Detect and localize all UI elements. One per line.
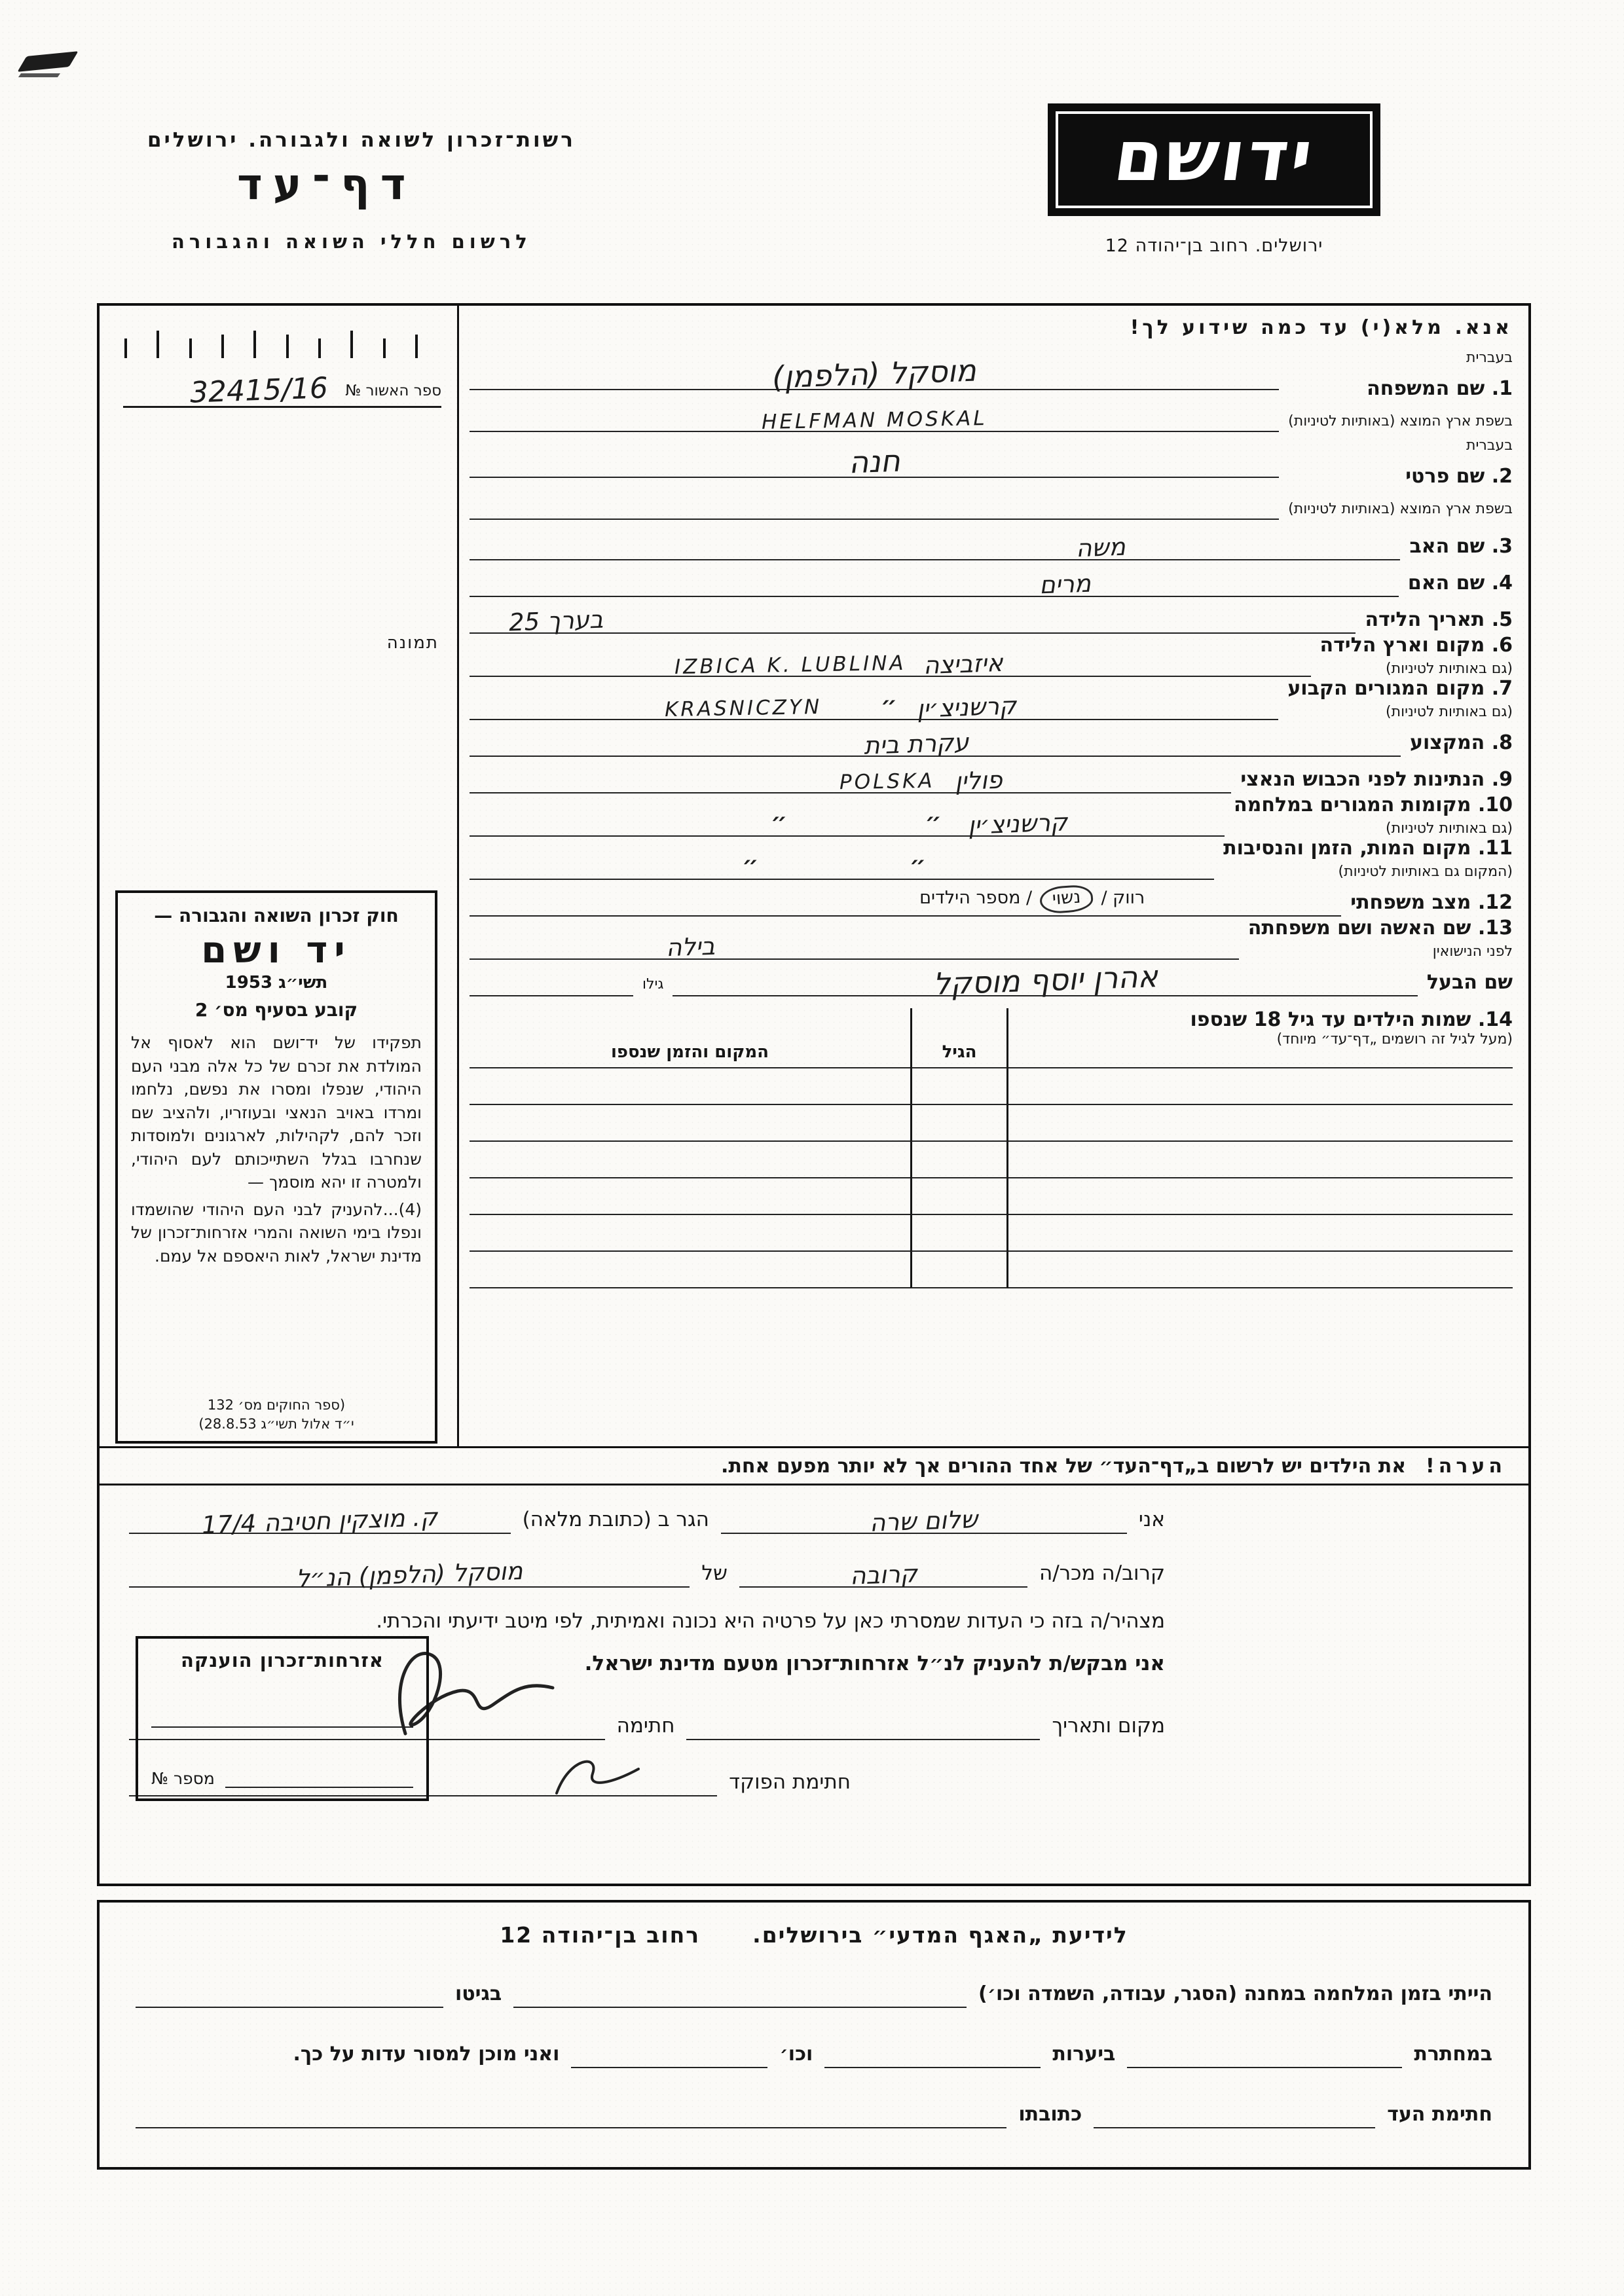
form-subtitle: לרשום חללי השואה והגבורה xyxy=(172,230,532,253)
forests-label: ביערות xyxy=(1052,2043,1116,2066)
ditto-mark: ״ xyxy=(770,809,788,835)
relation-label: קרוב/ה מכר/ה xyxy=(1039,1561,1165,1585)
signature-label: חתימה xyxy=(616,1713,675,1738)
children-place-column-header: המקום והזמן שנספו xyxy=(470,1008,910,1068)
form-columns xyxy=(100,306,1528,1446)
option-married-circled: נשוי xyxy=(1039,884,1094,915)
willing-to-testify-label: ואני מוכן למסור עדות על כך. xyxy=(293,2043,560,2066)
write-line xyxy=(470,597,1356,637)
field-birth-place-labels xyxy=(1320,634,1513,677)
write-line xyxy=(571,2038,767,2068)
memorial-citizenship-box xyxy=(136,1636,429,1801)
field-first-name-label: 2. שם פרטי xyxy=(1405,464,1513,488)
write-line xyxy=(129,1556,690,1594)
write-line xyxy=(1127,2038,1402,2068)
law-title: חוק זכרון השואה והגבורה — xyxy=(154,905,399,926)
field-mother-name-label: 4. שם האם xyxy=(1407,572,1513,594)
field-birth-place-label: 6. מקום וארץ הלידה xyxy=(1320,634,1513,657)
field-place-of-death-label: 11. מקום המות, הזמן והנסיבות xyxy=(1223,837,1513,860)
handwritten-birth-place-latin: IZBICA K. LUBLINA xyxy=(674,651,907,680)
label-before-marriage: לפני הנישואין xyxy=(1432,943,1513,960)
field-father-name-label: 3. שם האב xyxy=(1409,535,1513,558)
write-line xyxy=(136,2098,1006,2128)
handwritten-father-name: משה xyxy=(1075,532,1126,563)
field-wife-maiden-name-label: 13. שם האשה ושם משפחתה xyxy=(1247,917,1513,939)
write-line xyxy=(129,1503,511,1540)
write-line xyxy=(739,1558,1027,1588)
organization-name: רשות־זכרון לשואה ולגבורה. ירושלים xyxy=(147,128,576,152)
scientific-branch-section xyxy=(97,1900,1531,2170)
field-children-labels xyxy=(1008,1008,1513,1068)
option-single: רווק / xyxy=(1101,888,1145,908)
write-line xyxy=(673,958,1417,1002)
handwritten-citizenship-latin: POLSKA xyxy=(839,769,936,795)
write-line xyxy=(470,923,1239,960)
write-line xyxy=(470,720,1401,760)
of-label: של xyxy=(701,1561,728,1585)
registration-tick-marks xyxy=(124,331,418,358)
photo-area-label: תמונה xyxy=(386,633,439,653)
handwritten-witness-name: שלום שרה xyxy=(869,1505,979,1537)
law-footnote-line1: (ספר החוקים מס׳ 132 xyxy=(207,1397,346,1413)
tick-mark xyxy=(253,331,256,358)
tick-mark xyxy=(221,335,224,358)
field-profession-label: 8. המקצוע xyxy=(1410,731,1513,754)
children-table-row xyxy=(470,1178,1513,1215)
fields-column xyxy=(457,306,1528,1446)
memorial-citizenship-number-row xyxy=(151,1766,413,1788)
field-birth-place xyxy=(470,634,1513,680)
tick-mark xyxy=(286,335,289,358)
yad-vashem-logo xyxy=(1048,103,1380,216)
field-family-name-label: 1. שם המשפחה xyxy=(1367,376,1513,400)
law-section: קובע בסעיף מס׳ 2 xyxy=(194,999,358,1021)
witness-relation-row xyxy=(129,1556,1165,1594)
write-line xyxy=(470,560,1399,600)
handwritten-mother-name: מרים xyxy=(1039,569,1092,600)
label-also-latin: (גם באותיות לטיניות) xyxy=(1386,704,1513,720)
form-title: דף־עד xyxy=(237,159,416,210)
field-wife-maiden-name xyxy=(470,917,1513,960)
marital-status-options xyxy=(919,886,1145,913)
witness-address-label: כתובתו xyxy=(1018,2103,1082,2126)
scientific-branch-address: רחוב בן־יהודה 12 xyxy=(500,1922,701,1948)
tick-mark xyxy=(124,338,127,358)
field-wife-maiden-name-labels xyxy=(1248,917,1513,960)
witness-declaration-section xyxy=(100,1485,1528,1796)
field-family-name-labels xyxy=(1288,348,1513,432)
handwritten-family-name-latin: HELFMAN MOSKAL xyxy=(761,406,987,435)
certificate-number-label: ספר האשור № xyxy=(345,382,441,399)
camp-label: הייתי בזמן המלחמה במחנה (הסגר, עבודה, השמדה וכו׳) xyxy=(978,1982,1492,2005)
note-text: את הילדים יש לרשום ב„דף־העד״ של אחד ההורים אך לא יותר מפעם אחת. xyxy=(721,1454,1407,1478)
option-children-count: / מספר הילדים xyxy=(919,888,1033,908)
witness-signature-label: חתימת העד xyxy=(1387,2103,1492,2126)
field-marital-status xyxy=(470,880,1513,917)
law-body-text: תפקידו של יד־ושם הוא לאסוף אל המולדת את זכרם של כל אלה מבני העם היהודי, שנפלו ומסרו את נפשם, נלחמו ומרדו באויב הנאצי ובעוזריו, ולהציב שם וזכר להם, לקהילות, לארגונים ולמוסדות שנחרבו בגלל השתייכותם לעם היהודי, ולמטרה זו יהא מוסמך — xyxy=(131,1033,422,1192)
field-permanent-residence xyxy=(470,677,1513,723)
law-footnote xyxy=(131,1396,422,1433)
field-place-of-death xyxy=(470,837,1513,880)
children-age-column-header: הגיל xyxy=(910,1008,1008,1068)
handwritten-first-name: חנה xyxy=(847,443,901,481)
citizenship-request-statement: אני מבקש/ת להעניק לנ״ל אזרחות־זכרון מטעם מדינת ישראל. xyxy=(584,1652,1165,1676)
address-label: הגר ב (כתובת מלאה) xyxy=(522,1508,709,1531)
ditto-mark: ״ xyxy=(925,809,942,835)
field-first-name-labels xyxy=(1288,436,1513,520)
tick-mark xyxy=(350,331,353,358)
write-line xyxy=(470,880,1341,917)
write-line xyxy=(470,348,1279,395)
scientific-branch-title xyxy=(136,1922,1492,1948)
ghetto-label: בגיטו xyxy=(455,1982,502,2005)
field-first-name xyxy=(470,436,1513,520)
certificate-number-row xyxy=(123,371,441,408)
field-children-label: 14. שמות הילדים עד גיל 18 שנספו xyxy=(1190,1008,1513,1031)
label-in-hebrew: בעברית xyxy=(1466,350,1513,366)
children-table-row xyxy=(470,1068,1513,1105)
children-note-band xyxy=(100,1446,1528,1485)
handwritten-wife-name: בילה xyxy=(665,932,716,962)
main-form-box xyxy=(97,303,1531,1886)
write-line xyxy=(470,478,1279,520)
children-table-row xyxy=(470,1252,1513,1288)
official-signature-label: חתימת הפוקד xyxy=(729,1770,851,1794)
ditto-mark: ״ xyxy=(909,852,927,879)
field-birth-date-label: 5. תאריך הלידה xyxy=(1365,608,1513,631)
field-permanent-residence-labels xyxy=(1287,677,1513,720)
declaration-statement: מצהיר/ה בזה כי העדות שמסרתי כאן על פרטיה היא נכונה ואמיתית, לפי מיטב ידיעתי והכרתי. xyxy=(376,1609,1165,1633)
handwritten-husband-name: אהרן יוסף מוסקל xyxy=(932,958,1158,1002)
write-line xyxy=(136,1978,443,2008)
write-line xyxy=(470,843,1214,880)
law-year: תשי״ג 1953 xyxy=(225,973,328,993)
write-line xyxy=(470,390,1279,435)
field-husband-name xyxy=(470,958,1513,1002)
field-birth-date xyxy=(470,597,1513,637)
field-husband-name-label: שם הבעל xyxy=(1426,971,1513,994)
handwritten-subject-name: מוסקל (הלפמן) הנ״ל xyxy=(295,1556,523,1594)
write-line xyxy=(470,524,1400,563)
ditto-mark: ״ xyxy=(742,852,759,879)
write-line xyxy=(470,960,633,996)
write-line xyxy=(686,1710,1040,1740)
field-marital-status-label: 12. מצב משפחתי xyxy=(1350,891,1513,914)
witness-signature-row xyxy=(136,2098,1492,2128)
handwritten-birth-place-hebrew: איזביצה xyxy=(923,648,1004,680)
label-also-latin: (גם באותיות לטיניות) xyxy=(1386,661,1513,677)
children-table-row xyxy=(470,1105,1513,1142)
handwritten-residence-hebrew: קרשניצ׳ין xyxy=(916,691,1018,723)
write-line xyxy=(824,2038,1041,2068)
place-and-date-label: מקום ותאריך xyxy=(1052,1713,1165,1738)
write-line xyxy=(225,1766,413,1788)
law-excerpt-box xyxy=(115,890,437,1444)
i-label: אני xyxy=(1138,1508,1165,1531)
write-line xyxy=(151,1726,413,1728)
handwritten-birth-date: בערך 25 xyxy=(508,605,604,637)
field-wartime-residences xyxy=(470,793,1513,840)
memorial-citizenship-number-label: מספר № xyxy=(151,1769,215,1788)
law-name: יד ושם xyxy=(201,929,352,972)
law-footnote-line2: י״ד אלול תשי״ג 28.8.53) xyxy=(198,1415,354,1432)
fill-in-instruction: אנא. מלא(י) עד כמה שידוע לך! xyxy=(1130,316,1513,339)
field-children-sublabel: (מעל לגיל זה רושמים „דף־עד״ מיוחד) xyxy=(1276,1031,1513,1048)
write-line xyxy=(470,640,1311,680)
underground-experience-row xyxy=(136,2038,1492,2068)
law-clause-text: (4)...להעניק לבני העם היהודי שהושמדו ונפלו בימי השואה והמרי אזרחות־זכרון של מדינת ישראל, לאות היאספם אל עמם. xyxy=(131,1199,422,1266)
camp-experience-row xyxy=(136,1978,1492,2008)
handwritten-residence-latin: KRASNICZYN xyxy=(664,695,822,722)
write-line xyxy=(470,683,1278,723)
field-citizenship xyxy=(470,757,1513,796)
write-line xyxy=(1094,2098,1375,2128)
label-in-hebrew: בעברית xyxy=(1466,437,1513,454)
field-place-of-death-labels xyxy=(1223,837,1513,880)
logo-text: ידושם xyxy=(1109,115,1320,196)
label-also-latin: (גם באותיות לטיניות) xyxy=(1386,820,1513,837)
handwritten-profession: עקרת בית xyxy=(862,728,969,760)
handwritten-witness-address: ק. מוצקין חטיבה 17/4 xyxy=(201,1503,439,1540)
office-address: ירושלים. רחוב בן־יהודה 12 xyxy=(1105,236,1323,256)
write-line xyxy=(470,757,1231,796)
memorial-citizenship-title: אזרחות־זכרון הוענקה xyxy=(180,1649,384,1671)
field-citizenship-label: 9. הנתינות לפני הכבוש הנאצי xyxy=(1240,768,1513,791)
tick-mark xyxy=(189,338,192,358)
ditto-mark: ״ xyxy=(880,692,898,719)
logo-frame xyxy=(1056,111,1373,208)
label-in-latin-letters: בשפת ארץ המוצא (באותיות לטיניות) xyxy=(1288,413,1513,429)
scientific-branch-title-text: לידיעת „האגף המדעי״ בירושלים. xyxy=(752,1922,1128,1948)
note-label: הערה! xyxy=(1426,1454,1506,1478)
field-profession xyxy=(470,720,1513,760)
write-line xyxy=(721,1504,1127,1537)
children-table-row xyxy=(470,1215,1513,1252)
children-table xyxy=(470,1008,1513,1288)
underground-label: במחתרת xyxy=(1414,2043,1492,2066)
witness-identity-row xyxy=(129,1503,1165,1540)
tick-mark xyxy=(318,338,321,358)
write-line xyxy=(470,800,1225,840)
tick-mark xyxy=(415,335,418,358)
tick-mark xyxy=(383,338,386,358)
handwritten-certificate-number: 32415/16 xyxy=(189,371,329,410)
write-line xyxy=(470,436,1279,481)
scan-artifact xyxy=(17,51,78,72)
field-permanent-residence-label: 7. מקום המגורים הקבוע xyxy=(1287,677,1513,700)
official-signature-mark xyxy=(547,1744,652,1803)
handwritten-family-name-hebrew: מוסקל (הלפמן) xyxy=(771,352,977,395)
etc-label: וכו׳ xyxy=(779,2043,813,2066)
field-mother-name xyxy=(470,560,1513,600)
field-wartime-residences-labels xyxy=(1234,793,1513,837)
label-place-also-latin: (המקום גם באותיות לטיניות) xyxy=(1338,864,1513,880)
handwritten-wartime-residence: קרשניצ׳ין xyxy=(967,808,1068,840)
scan-artifact xyxy=(18,73,60,77)
children-table-header xyxy=(470,1008,1513,1068)
write-line xyxy=(513,1978,967,2008)
tick-mark xyxy=(157,331,159,358)
handwritten-relation: קרובה xyxy=(849,1559,918,1590)
field-family-name xyxy=(470,348,1513,435)
handwritten-citizenship-hebrew: פולין xyxy=(954,765,1003,796)
field-wartime-residences-label: 10. מקומות המגורים במלחמה xyxy=(1234,793,1513,816)
side-column xyxy=(100,306,457,1446)
field-father-name xyxy=(470,524,1513,563)
children-table-row xyxy=(470,1142,1513,1178)
label-in-latin-letters: בשפת ארץ המוצא (באותיות לטיניות) xyxy=(1288,501,1513,517)
husband-age-label: גילו xyxy=(642,976,664,993)
